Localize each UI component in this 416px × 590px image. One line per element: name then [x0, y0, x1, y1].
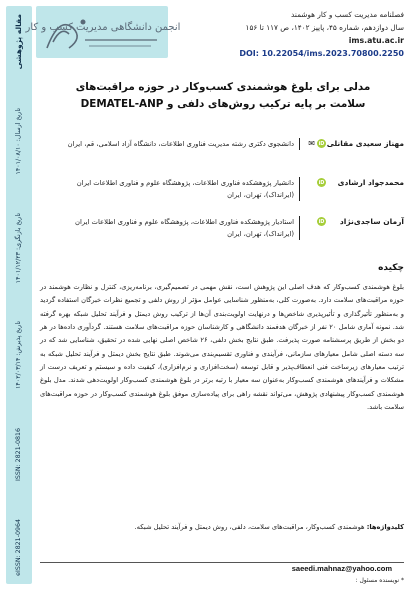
paper-title: [42, 79, 404, 113]
footer-divider: [40, 562, 404, 563]
journal-header: [179, 8, 404, 60]
abstract-heading: چکیده: [378, 263, 404, 273]
society-logo-icon: [25, 8, 181, 56]
issn-label: ISSN: 2821-0816: [14, 427, 22, 481]
author-affiliation: دانشجوی دکتری رشته مدیریت فناوری اطلاعات، دانشگاه آزاد اسلامی، قم، ایران: [64, 138, 300, 150]
title-line-1: مدلی برای بلوغ هوشمندی کسب‌وکار در حوزه مراقبت‌های: [75, 81, 371, 93]
orcid-icon[interactable]: iD: [318, 140, 325, 147]
keywords: [40, 521, 404, 534]
journal-doi: DOI: 10.22054/ims.2023.70800.2250: [239, 49, 404, 58]
received-date: تاریخ ارسال: ۱۴۰۱/۰۸/۱۰: [14, 107, 22, 175]
corresponding-author-label: * نویسنده مسئول :: [355, 577, 404, 584]
author-name: مهناز سعیدی مقانلی: [326, 139, 404, 148]
title-line-2: سلامت بر پایه ترکیب روش‌های دلفی و DEMATEL-ANP: [80, 98, 366, 110]
eissn-label: eISSN: 2821-0964: [14, 519, 22, 576]
journal-name: فصلنامه مدیریت کسب و کار هوشمند: [291, 10, 404, 19]
journal-logo: [25, 6, 181, 58]
author-affiliation: استادیار پژوهشکده فناوری اطلاعات، پژوهشگاه علوم و فناوری اطلاعات ایران (ایرانداک)، تهران، ایران: [64, 216, 300, 240]
orcid-icon[interactable]: iD: [318, 179, 325, 186]
journal-volume: سال دوازدهم، شماره ۴۵، پاییز ۱۴۰۲، ص ۱۱۷ تا ۱۵۶: [245, 23, 404, 32]
author-name: محمدجواد ارشادی: [337, 178, 404, 187]
author-item: [64, 216, 404, 246]
keywords-label: کلیدواژه‌ها:: [366, 523, 404, 531]
logo-text: انجمن دانشگاهی مدیریت کسب و کار: [25, 22, 181, 33]
abstract-text: بلوغ هوشمندی کسب‌وکار که هدف اصلی این پژوهش است، نقش مهمی در تصمیم‌گیری، برنامه‌ریزی، کنترل و نظارت هوشمند در حوزه مراقبت‌های سلامت دارد. به‌صورت کلی، به‌منظور شناسایی عوامل مؤثر از روش دلفی و تجمیع نظرات خبرگان استفاده گردید و به‌منظور تأثیرگذاری و تأثیرپذیری شاخص‌ها و درنهایت اولویت‌بندی آن‌ها از ترکیب روش دیمتل و فرآیند تحلیل شبکه بهره گرفته شد. نمونه آماری شامل ۲۰ نفر از خبرگان هدفمند دانشگاهی و کارشناسان حوزه مراقبت‌های سلامت هستند. گردآوری داده‌ها در هر دو بخش از طریق پرسشنامه صورت پذیرفت. طبق نتایج بخش دلفی، ۲۶ شاخص اصلی نهایی شده در تحقیق، شناسایی شد که در سه دسته اصلی شامل معیارهای سازمانی، فرآیندی و فناوری تقسیم‌بندی می‌شوند. طبق نتایج بخش دیمتل و فرآیند تحلیل شبکه به ترتیب معیارهای زیرساخت فنی انعطاف‌پذیر و قابل توسعه (سخت‌افزاری و نرم‌افزاری)، کیفیت داده و سیستم و تعریف درست از مشکلات و فرآیندهای هوشمندی کسب‌وکار به‌عنوان سه معیار با رتبه برتر در بلوغ هوشمندی کسب‌وکار اولویت‌دهی شدند. مدل بلوغ هوشمندی کسب‌وکار پیشنهادی پژوهش، می‌تواند نقشه راهی برای پیاده‌سازی موفق بلوغ هوشمندی کسب‌وکار در حوزه مراقبت‌های سلامت باشد.: [40, 283, 405, 412]
journal-site: ims.atu.ac.ir: [348, 36, 404, 45]
author-list: [64, 138, 404, 255]
revised-date: تاریخ بازنگری: ۱۴۰۱/۱۲/۲۳: [14, 212, 22, 283]
accepted-date: تاریخ پذیرش: ۱۴۰۲/۰۳/۱۴: [14, 321, 22, 390]
article-info-sidebar: [6, 6, 32, 584]
author-affiliation: دانشیار پژوهشکده فناوری اطلاعات، پژوهشگاه علوم و فناوری اطلاعات ایران (ایرانداک)، تهران، ایران: [64, 177, 300, 201]
author-email[interactable]: saeedi.mahnaz@yahoo.com: [291, 564, 392, 573]
keywords-text: هوشمندی کسب‌وکار، مراقبت‌های سلامت، دلفی، روش دیمتل و فرآیند تحلیل شبکه.: [134, 523, 365, 531]
envelope-icon[interactable]: ✉: [308, 139, 315, 148]
author-item: [64, 177, 404, 207]
author-item: [64, 138, 404, 168]
author-name: آرمان ساجدی‌نژاد: [339, 217, 404, 226]
orcid-icon[interactable]: iD: [318, 218, 325, 225]
article-type-label: مقاله پژوهشی: [14, 14, 24, 70]
